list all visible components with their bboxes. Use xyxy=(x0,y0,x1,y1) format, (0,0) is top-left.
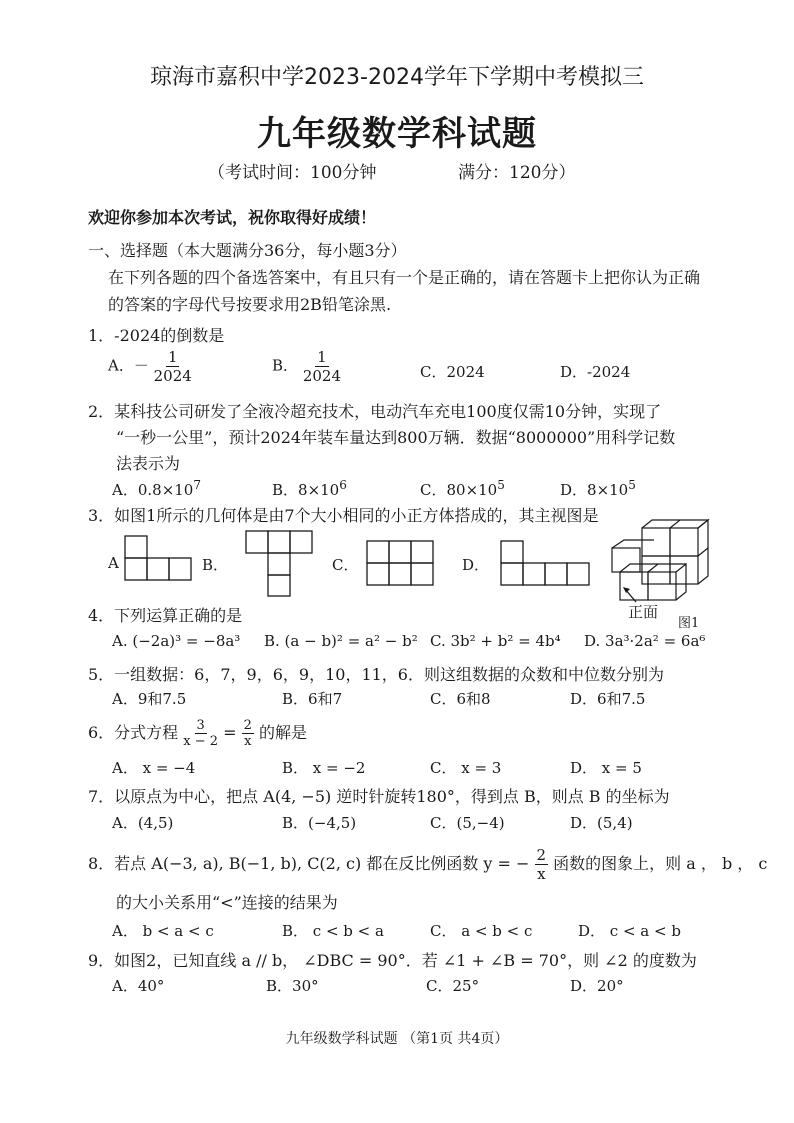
q4-option-c: C. 3b² + b² = 4b⁴ xyxy=(430,632,561,650)
q2-c-text: C．80×10 xyxy=(420,481,498,499)
q9-option-b: B．30° xyxy=(266,977,319,995)
q6-stem-pre: 6．分式方程 xyxy=(88,723,179,742)
q7-option-b: B．(−4,5) xyxy=(282,814,357,832)
q1-a-label: A．－ xyxy=(108,356,149,375)
q9-option-d: D．20° xyxy=(570,977,624,995)
q2-option-b xyxy=(272,478,347,500)
q3-option-c-figure xyxy=(366,540,438,586)
q9-option-a: A．40° xyxy=(112,977,165,995)
q8-option-d: D． c < a < b xyxy=(578,922,681,940)
q7-option-d: D．(5,4) xyxy=(570,814,633,832)
section-intro: 在下列各题的四个备选答案中，有且只有一个是正确的，请在答题卡上把你认为正确的答案的字母代号按要求用2B铅笔涂黑. xyxy=(108,268,701,314)
q8-option-a: A． b < a < c xyxy=(112,922,214,940)
q5-stem: 5．一组数据：6，7，9，6，9，10，11，6．则这组数据的众数和中位数分别为 xyxy=(88,665,664,684)
q3-front-label: 正面 xyxy=(628,603,659,621)
q1-option-b xyxy=(272,348,341,385)
q1-a-fraction xyxy=(154,348,192,385)
q3-option-b-figure xyxy=(245,530,315,598)
q1-a-num: 1 xyxy=(167,348,178,366)
q2-c-exp: 5 xyxy=(497,478,505,492)
q1-stem: 1．-2024的倒数是 xyxy=(88,326,225,345)
q6-option-d: D． x = 5 xyxy=(570,759,642,777)
school-title: 琼海市嘉积中学2023-2024学年下学期中考模拟三 xyxy=(150,65,644,90)
q8-stem-post: 函数的图象上，则 a ， b ， c xyxy=(553,854,768,873)
q2-b-exp: 6 xyxy=(339,478,347,492)
q6-f1-num: 3 xyxy=(196,718,205,733)
greeting: 欢迎你参加本次考试，祝你取得好成绩！ xyxy=(88,208,377,227)
section-heading: 一、选择题（本大题满分36分，每小题3分） xyxy=(88,241,407,260)
q1-option-d: D．-2024 xyxy=(560,363,631,381)
q6-f2-num: 2 xyxy=(243,718,252,733)
q6-option-b: B． x = −2 xyxy=(282,759,366,777)
q4-option-d: D. 3a³·2a² = 6a⁶ xyxy=(584,632,706,650)
q7-option-a: A．(4,5) xyxy=(112,814,174,832)
q1-b-num: 1 xyxy=(317,348,327,366)
q1-b-fraction xyxy=(303,348,341,385)
q3-option-c-label: C． xyxy=(332,556,359,574)
q4-option-b: B. (a − b)² = a² − b² xyxy=(264,632,418,650)
q8-option-c: C． a < b < c xyxy=(430,922,533,940)
q3-stem: 3．如图1所示的几何体是由7个大小相同的小正方体搭成的，其主视图是 xyxy=(88,506,599,525)
q3-option-d-figure xyxy=(500,540,594,586)
q8-stem-pre: 8．若点 A(−3, a), B(−1, b), C(2, c) 都在反比例函数 y = − xyxy=(88,854,530,873)
q6-option-c: C． x = 3 xyxy=(430,759,502,777)
q2-option-c xyxy=(420,478,505,500)
q6-fraction-right xyxy=(242,718,254,749)
q2-a-exp: 7 xyxy=(193,478,201,492)
q5-option-c: C．6和8 xyxy=(430,690,491,708)
q1-b-den: 2024 xyxy=(302,367,341,385)
q3-figure-label: 图1 xyxy=(678,616,700,631)
q2-option-d xyxy=(560,478,636,500)
q8-fraction xyxy=(535,846,549,883)
q2-d-exp: 5 xyxy=(628,478,636,492)
q7-option-c: C．(5,−4) xyxy=(430,814,505,832)
q6-stem xyxy=(88,718,307,749)
q3-option-d-label: D． xyxy=(462,556,490,574)
q6-f1-den: x − 2 xyxy=(183,734,219,749)
q2-a-text: A．0.8×10 xyxy=(112,481,194,499)
q3-option-b-label: B． xyxy=(202,556,229,574)
q5-option-b: B．6和7 xyxy=(282,690,343,708)
q9-stem: 9．如图2，已知直线 a // b， ∠DBC = 90°．若 ∠1 + ∠B = 70°，则 ∠2 的度数为 xyxy=(88,951,697,970)
q6-f2-den: x xyxy=(244,734,252,749)
q2-line2: “一秒一公里”，预计2024年装车量达到800万辆．数据“8000000”用科学记数 xyxy=(116,428,676,447)
q2-line1: 2．某科技公司研发了全液冷超充技术，电动汽车充电100度仅需10分钟，实现了 xyxy=(88,402,662,421)
q8-stem xyxy=(88,846,767,883)
exam-score: 满分：120分） xyxy=(458,163,576,183)
q1-b-label: B． xyxy=(272,356,299,375)
exam-time: （考试时间：100分钟 xyxy=(208,163,377,183)
q9-option-c: C．25° xyxy=(426,977,480,995)
q2-line3: 法表示为 xyxy=(116,454,181,473)
q8-f-den: x xyxy=(537,865,546,883)
q1-option-a xyxy=(108,348,192,385)
q3-option-a-label: A xyxy=(108,554,119,572)
q1-option-c: C．2024 xyxy=(420,363,485,381)
exam-title: 九年级数学科试题 xyxy=(257,114,537,154)
q8-line2: 的大小关系用“<”连接的结果为 xyxy=(116,893,338,912)
q6-option-a: A． x = −4 xyxy=(112,759,196,777)
page-footer: 九年级数学科试题 （第1页 共4页） xyxy=(285,1031,509,1047)
q2-option-a xyxy=(112,478,201,500)
q2-d-text: D．8×10 xyxy=(560,481,629,499)
q3-option-a-figure xyxy=(124,534,194,584)
q2-b-text: B．8×10 xyxy=(272,481,340,499)
q5-option-d: D．6和7.5 xyxy=(570,690,646,708)
q7-stem: 7．以原点为中心，把点 A(4, −5) 逆时针旋转180°，得到点 B，则点 B 的坐标为 xyxy=(88,787,670,806)
q4-option-a: A. (−2a)³ = −8a³ xyxy=(112,632,241,650)
q1-a-den: 2024 xyxy=(153,367,192,385)
q8-f-num: 2 xyxy=(536,846,547,864)
q5-option-a: A．9和7.5 xyxy=(112,690,187,708)
q6-stem-post: 的解是 xyxy=(259,723,308,742)
q4-stem: 4．下列运算正确的是 xyxy=(88,606,243,625)
q6-equals: = xyxy=(223,723,237,742)
q6-fraction-left xyxy=(183,718,218,749)
q8-option-b: B． c < b < a xyxy=(282,922,384,940)
